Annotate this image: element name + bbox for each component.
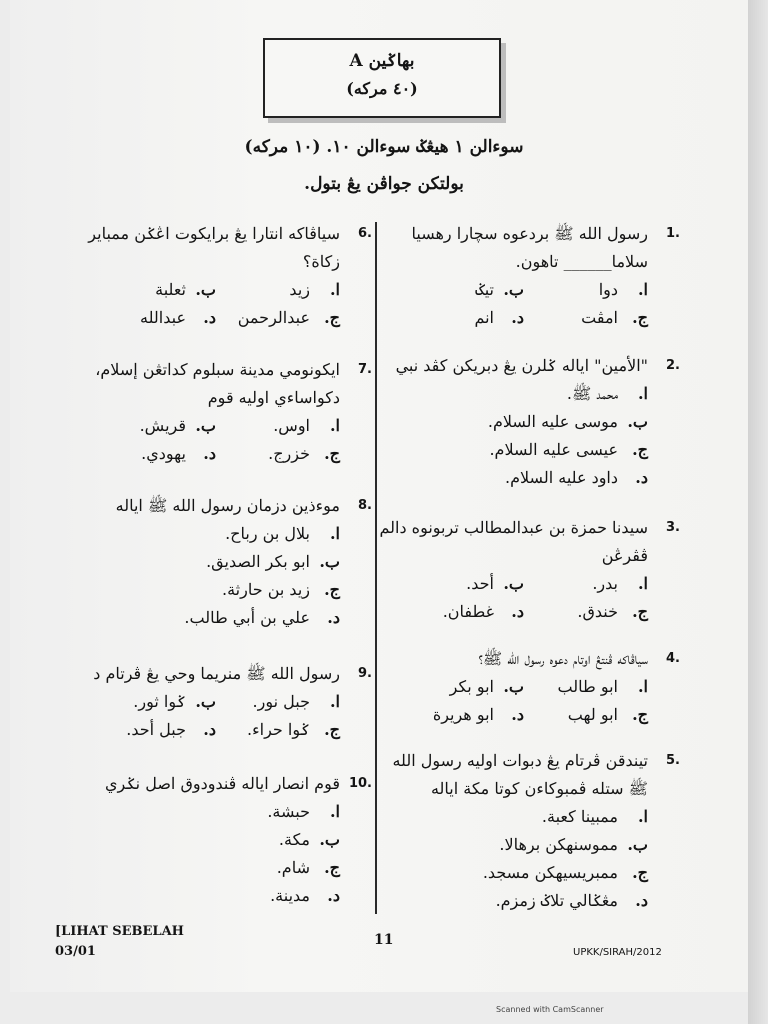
question-stem: سيدنا حمزة بن عبدالمطالب تربونوه دالم ڤڤرڠن [379,518,648,565]
question-2 [372,352,680,492]
question-number: 5. [666,753,680,768]
question-stem: رسول الله ﷺ بردعوه سچارا رهسيا سلاما______ تاهون. [411,224,648,271]
options [372,276,648,332]
option-b[interactable]: ب.قريش. [139,416,216,435]
option-a[interactable]: ا.محمد ﷺ. [566,384,648,403]
next-page-note: [LIHAT SEBELAH [55,924,184,939]
question-4 [372,645,680,729]
option-b[interactable]: ب.ݢوا ثور. [133,692,216,711]
options [70,688,340,744]
option-b[interactable]: ب.ابو بكر [449,677,524,696]
instruction: بولتكن جواڤن يڠ بتول. [304,174,464,194]
question-stem: قوم انصار اياله ڤندودوق اصل نݢري [104,774,340,793]
option-a[interactable]: ا.بلال بن رباح. [225,524,340,543]
option-d[interactable]: د.غطفان. [442,602,524,621]
options [372,570,648,626]
option-b[interactable]: ب.أحد. [466,574,524,593]
option-c[interactable]: ج.ابو لهب [567,705,648,724]
question-number: 6. [358,226,372,241]
option-a[interactable]: ا.ابو طالب [557,677,648,696]
question-6 [70,220,372,332]
option-b[interactable]: ب.ثعلبة [155,280,216,299]
exam-code: UPKK/SIRAH/2012 [573,947,662,958]
option-c[interactable]: ج.خزرج. [268,444,340,463]
question-number: 7. [358,362,372,377]
question-number: 10. [348,776,372,791]
question-stem: رسول الله ﷺ منريما وحي يڠ ڤرتام د [93,664,340,683]
option-a[interactable]: ا.دوا [598,280,648,299]
option-d[interactable]: د.عبدالله [140,308,216,327]
option-c[interactable]: ج.امڤت [581,308,648,327]
question-5 [372,747,680,915]
question-number: 9. [358,666,372,681]
option-c[interactable]: ج.ممبريسيهكن مسجد. [482,863,648,882]
section-marks: (٤٠ مركه) [346,79,418,98]
question-stem: "الأمين" اياله ݢلرن يڠ دبريكن كڤد نبي [395,356,648,375]
option-d[interactable]: د.مڠݢالي تلاݢ زمزم. [495,891,648,910]
option-c[interactable]: ج.عيسى عليه السلام. [489,440,648,459]
option-d[interactable]: د.ابو هريرة [432,705,524,724]
option-a[interactable]: ا.حبشة. [267,802,340,821]
option-c[interactable]: ج.خندق. [577,602,648,621]
question-number: 8. [358,498,372,513]
section-header-box [263,38,501,118]
option-a[interactable]: ا.اوس. [273,416,340,435]
scanner-watermark: Scanned with CamScanner [496,1005,604,1014]
paper-code: 03/01 [55,944,96,959]
option-d[interactable]: د.انم [474,308,524,327]
footer-left [55,922,184,962]
question-7 [70,356,372,468]
question-1 [372,220,680,332]
option-b[interactable]: ب.موسى عليه السلام. [487,412,648,431]
options [372,673,648,729]
options [70,276,340,332]
option-c[interactable]: ج.زيد بن حارثة. [222,580,340,599]
question-stem: سياڤاكه انتارا يڠ برايكوت اڠݢن ممباير زكاة؟ [88,224,340,271]
question-number: 1. [666,226,680,241]
option-a[interactable]: ا.بدر. [592,574,648,593]
question-stem: ايكونومي مدينة سبلوم كداتڠن إسلام، دكواساءي اوليه قوم [95,360,340,407]
option-a[interactable]: ا.جبل نور. [252,692,340,711]
option-b[interactable]: ب.ابو بكر الصديق. [206,552,340,571]
option-a[interactable]: ا.ممبينا كعبة. [541,807,648,826]
question-stem: سياڤاكه ڤنتڠ اوتام دعوه رسول الله ﷺ؟ [478,649,648,668]
option-c[interactable]: ج.ݢوا حراء. [247,720,340,739]
question-number: 4. [666,651,680,666]
page-number: 11 [374,932,394,948]
question-number: 2. [666,358,680,373]
option-d[interactable]: د.داود عليه السلام. [505,468,648,487]
question-9 [70,660,372,744]
question-8 [70,492,372,632]
option-b[interactable]: ب.مكة. [278,830,340,849]
option-d[interactable]: د.جبل أحد. [126,720,216,739]
options [70,412,340,468]
option-d[interactable]: د.مدينة. [270,886,340,905]
question-stem: موءذين دزمان رسول الله ﷺ اياله [115,496,340,515]
option-c[interactable]: ج.شام. [276,858,340,877]
option-b[interactable]: ب.مموسنهكن برهالا. [499,835,648,854]
question-number: 3. [666,520,680,535]
question-range-heading: سوءالن ١ هيڠݢ سوءالن ١٠. (١٠ مركه) [244,137,524,157]
question-10 [70,770,372,910]
section-title: بهاݢين A [349,51,415,71]
option-a[interactable]: ا.زيد [289,280,340,299]
question-stem: تيندقن ڤرتام يڠ دبوات اوليه رسول الله ﷺ ستله ڤمبوكاءن كوتا مكة اياله [392,751,648,798]
option-b[interactable]: ب.تيݢ [475,280,524,299]
option-d[interactable]: د.يهودي. [141,444,216,463]
option-d[interactable]: د.علي بن أبي طالب. [184,608,340,627]
question-3 [372,514,680,626]
option-c[interactable]: ج.عبدالرحمن [237,308,340,327]
